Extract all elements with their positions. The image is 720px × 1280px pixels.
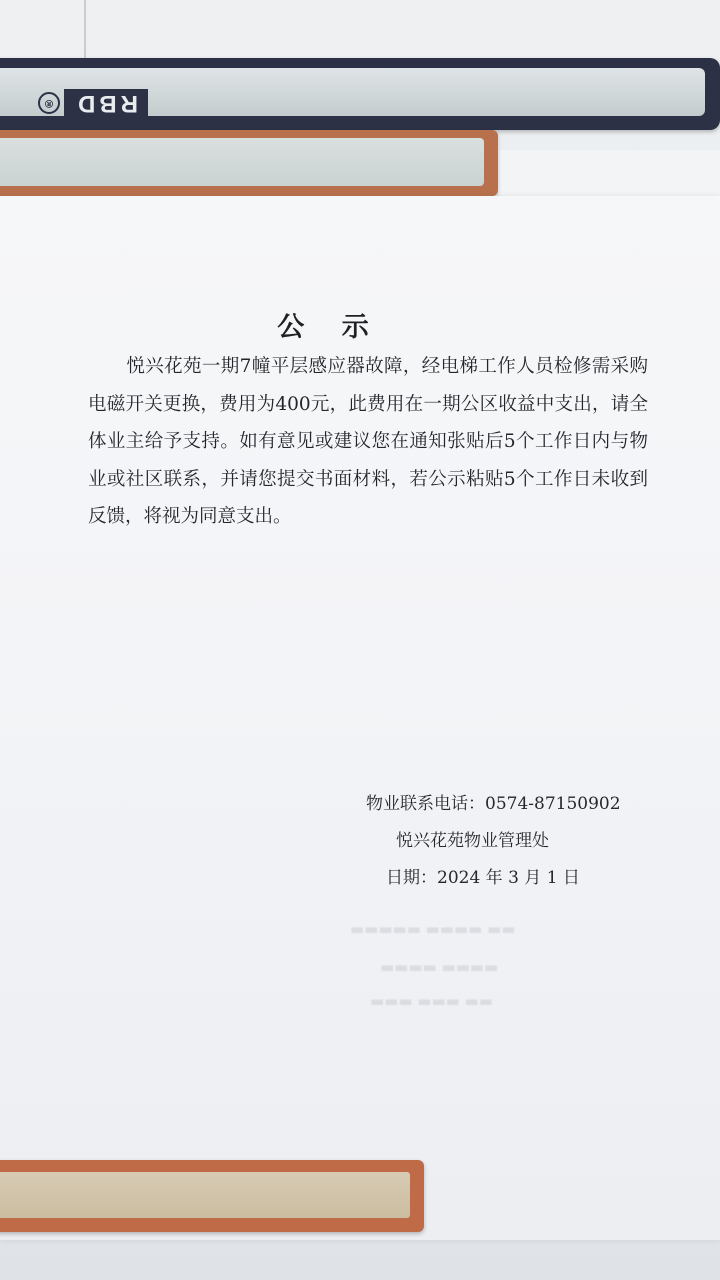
- property-phone: 物业联系电话：0574-87150902: [366, 794, 621, 814]
- notice-body-text: 悦兴花苑一期7幢平层感应器故障，经电梯工作人员检修需采购电磁开关更换，费用为400元，此费用在一期公区收益中支出，请全体业主给予支持。如有意见或建议您在通知张贴后5个工作日内与物业或社区联系，并请您提交书面材料，若公示粘贴5个工作日未收到反馈，将视为同意支出。: [88, 356, 648, 527]
- bottom-frame-rail-insert: [0, 1172, 410, 1218]
- paper-top-edge: [498, 150, 720, 200]
- reverse-show-through: ▬▬▬▬ ▬▬▬▬: [380, 958, 499, 976]
- reverse-show-through: ▬▬▬ ▬▬▬ ▬▬: [370, 992, 493, 1010]
- notice-footer: [340, 786, 670, 897]
- logo-text: RBD: [64, 89, 148, 117]
- rbd-logo: [38, 88, 148, 118]
- middle-frame-rail-insert: [0, 138, 484, 186]
- reverse-show-through: ▬▬▬▬▬ ▬▬▬▬ ▬▬: [350, 920, 516, 938]
- registered-mark-icon: ®: [38, 92, 60, 114]
- top-frame-rail: [0, 58, 720, 130]
- notice-date: 日期：2024 年 3 月 1 日: [386, 868, 580, 888]
- top-frame-rail-insert: [0, 68, 705, 116]
- notice-title: 公 示: [277, 312, 383, 343]
- middle-frame-rail: [0, 130, 498, 196]
- bottom-frame-rail: [0, 1160, 424, 1232]
- property-office-name: 悦兴花苑物业管理处: [396, 831, 549, 851]
- notice-body-paragraph: [88, 348, 648, 536]
